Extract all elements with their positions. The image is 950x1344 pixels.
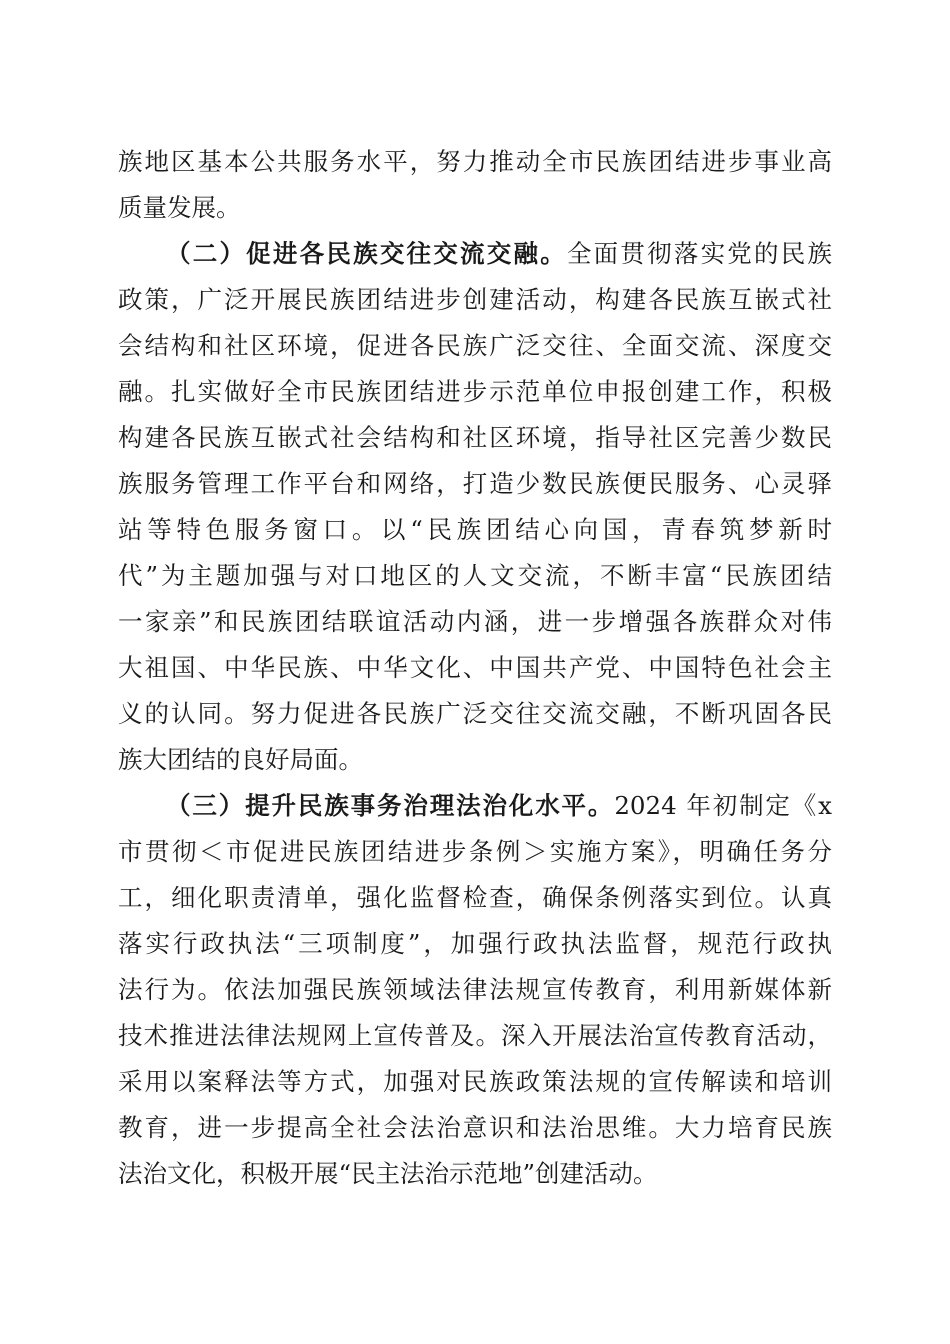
text-line: 族服务管理工作平台和网络，打造少数民族便民服务、心灵驿 [118, 469, 832, 498]
section-heading: （二）促进各民族交往交流交融。 [166, 239, 567, 268]
text-line: 工，细化职责清单，强化监督检查，确保条例落实到位。认真 [118, 883, 832, 912]
text-line: 技术推进法律法规网上宣传普及。深入开展法治宣传教育活动， [118, 1021, 832, 1050]
text-line: 政策，广泛开展民族团结进步创建活动，构建各民族互嵌式社 [118, 285, 832, 314]
text-line: 代”为主题加强与对口地区的人文交流，不断丰富“民族团结 [118, 561, 832, 590]
paragraph-first-line [166, 791, 832, 821]
text-run: 全面贯彻落实党的民族 [566, 239, 832, 268]
text-line: 大祖国、中华民族、中华文化、中国共产党、中国特色社会主 [118, 653, 832, 682]
text-line: 融。扎实做好全市民族团结进步示范单位申报创建工作，积极 [118, 377, 832, 406]
text-line: 市贯彻＜市促进民族团结进步条例＞实施方案》，明确任务分 [118, 837, 832, 866]
text-line: 构建各民族互嵌式社会结构和社区环境，指导社区完善少数民 [118, 423, 832, 452]
paragraph-first-line [166, 239, 832, 269]
text-line: 会结构和社区环境，促进各民族广泛交往、全面交流、深度交 [118, 331, 832, 360]
text-line: 质量发展。 [118, 193, 241, 222]
section-heading: （三）提升民族事务治理法治化水平。 [166, 791, 615, 820]
text-run: 2024 年初制定《x [614, 791, 832, 820]
text-line: 法行为。依法加强民族领域法律法规宣传教育，利用新媒体新 [118, 975, 832, 1004]
text-line: 采用以案释法等方式，加强对民族政策法规的宣传解读和培训 [118, 1067, 832, 1096]
text-line: 一家亲”和民族团结联谊活动内涵，进一步增强各族群众对伟 [118, 607, 832, 636]
text-line: 教育，进一步提高全社会法治意识和法治思维。大力培育民族 [118, 1113, 832, 1142]
text-line: 法治文化，积极开展“民主法治示范地”创建活动。 [118, 1159, 658, 1188]
text-line: 站等特色服务窗口。以“民族团结心向国，青春筑梦新时 [118, 515, 832, 544]
text-line: 义的认同。努力促进各民族广泛交往交流交融，不断巩固各民 [118, 699, 832, 728]
text-line: 族大团结的良好局面。 [118, 745, 363, 774]
text-line: 落实行政执法“三项制度”，加强行政执法监督，规范行政执 [118, 929, 832, 958]
text-line: 族地区基本公共服务水平，努力推动全市民族团结进步事业高 [118, 147, 832, 176]
